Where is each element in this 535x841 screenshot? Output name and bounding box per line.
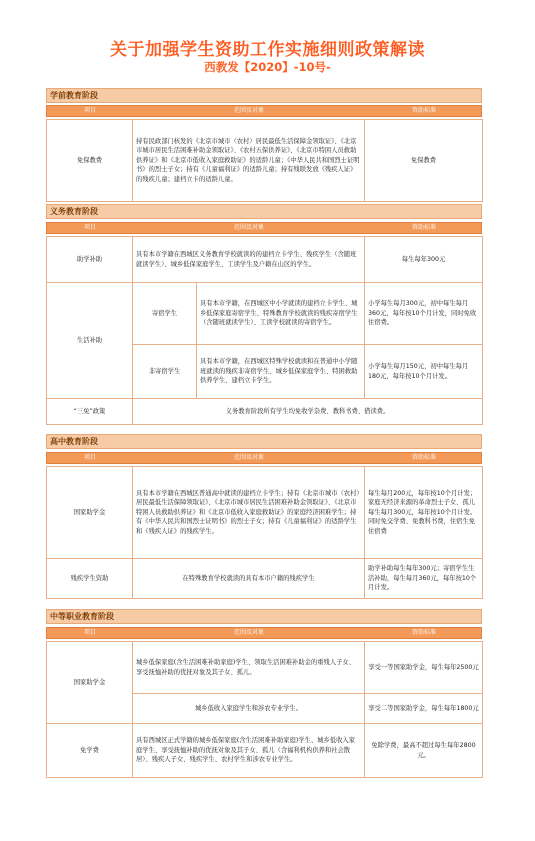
scope-cell: 具有西城区正式学籍的城乡低保家庭(含生活困难补助家庭)学生、城乡低收入家庭学生、享受抚恤补助的优抚对象及其子女、孤儿（含福利机构供养和社会散居）、残疾人子女、残疾学生、农村学生和涉农专业学生。 bbox=[133, 724, 365, 778]
section-high-title: 高中教育阶段 bbox=[46, 434, 482, 449]
high-table bbox=[46, 466, 483, 599]
item-cell: 残疾学生资助 bbox=[47, 559, 133, 599]
col-standard-header: 资助标准 bbox=[411, 224, 436, 231]
col-scope-header: 范围及对象 bbox=[233, 107, 264, 114]
item-cell: 国家助学金 bbox=[47, 467, 133, 559]
standard-cell: 小学每生每月300元，初中每生每月360元，每年按10个月计发，同时免收住宿费。 bbox=[365, 283, 483, 345]
table-row bbox=[47, 724, 483, 778]
item-cell: 助学补助 bbox=[47, 237, 133, 283]
item-cell: 生活补助 bbox=[47, 283, 133, 399]
scope-cell: 持有民政部门核发的《北京市城市（农村）居民最低生活保障金领取证》、《北京市城市居民生活困难补助金领取证》、《农村五保供养证》、《北京市特困人员救助供养证》和《北京市低收入家庭救助证》的适龄儿童；《中华人民共和国烈士证明书》的烈士子女；持有《儿童福利证》的适龄儿童；持有残联发放《残疾人证》的残疾儿童；建档立卡的适龄儿童。 bbox=[133, 120, 365, 202]
table-row bbox=[47, 642, 483, 694]
table-row bbox=[47, 467, 483, 559]
scope-cell: 义务教育阶段所有学生均免收学杂费、教科书费、借读费。 bbox=[133, 399, 483, 425]
table-row bbox=[47, 399, 483, 425]
scope-cell: 具有本市学籍，在西城区中小学就读的建档立卡学生、城乡低保家庭寄宿学生、特殊教育学校就读的残疾寄宿学生（含随班就读学生）、工读学校就读的寄宿学生。 bbox=[197, 283, 365, 345]
col-standard-header: 资助标准 bbox=[411, 107, 436, 114]
scope-cell: 城乡低收入家庭学生和涉农专业学生。 bbox=[133, 694, 365, 724]
table-row bbox=[47, 120, 483, 202]
standard-cell: 免保教费 bbox=[365, 120, 483, 202]
standard-cell: 助学补助每生每年300元；寄宿学生生活补助，每生每月360元，每年按10个月计发。 bbox=[365, 559, 483, 599]
item-cell: 免保教费 bbox=[47, 120, 133, 202]
vocational-table bbox=[46, 641, 483, 778]
col-scope-header: 范围及对象 bbox=[233, 224, 264, 231]
document-number: 西教发【2020】-10号- bbox=[204, 60, 331, 74]
scope-cell: 在特殊教育学校就读的具有本市户籍的残疾学生 bbox=[133, 559, 365, 599]
sub-item-cell: 非寄宿学生 bbox=[133, 345, 197, 399]
section-compulsory-title: 义务教育阶段 bbox=[46, 204, 482, 219]
table-header-vocational bbox=[46, 627, 482, 639]
scope-cell: 城乡低保家庭(含生活困难补助家庭)学生、领取生活困难补助金的重残人子女、享受抚恤补助的优抚对象及其子女、孤儿。 bbox=[133, 642, 365, 694]
table-row bbox=[47, 283, 483, 345]
section-preschool-title: 学前教育阶段 bbox=[46, 88, 482, 103]
col-item-header: 项目 bbox=[83, 454, 96, 461]
col-item-header: 项目 bbox=[83, 224, 96, 231]
standard-cell: 小学每生每月150元，初中每生每月180元，每年按10个月计发。 bbox=[365, 345, 483, 399]
col-item-header: 项目 bbox=[83, 107, 96, 114]
col-standard-header: 资助标准 bbox=[411, 454, 436, 461]
standard-cell: 每生每月200元，每年按10个月计发；家庭无经济来源的革命烈士子女、孤儿每生每月300元，每年按10个月计发。同时免交学费、免教科书费，住宿生免住宿费 bbox=[365, 467, 483, 559]
scope-cell: 具有本市学籍在西城区普通高中就读的建档立卡学生；持有《北京市城市（农村）居民最低生活保障领取证》、《北京市城市居民生活困难补助金领取证》、《北京市特困人员救助供养证》和《北京市低收入家庭救助证》的家庭经济困难学生；持有《中华人民共和国烈士证明书》的烈士子女；持有《儿童福利证》的适龄学生和《残疾人证》的残疾学生。 bbox=[133, 467, 365, 559]
scope-cell: 具有本市学籍在西城区义务教育学校就读的的建档立卡学生、残疾学生（含随班就读学生）、城乡低保家庭学生、工读学生及户籍在山区的学生。 bbox=[133, 237, 365, 283]
standard-cell: 免除学费，最高不超过每生每年2800元。 bbox=[365, 724, 483, 778]
preschool-table bbox=[46, 119, 483, 202]
scope-cell: 具有本市学籍，在西城区特殊学校就读和在普通中小学随班就读的残疾非寄宿学生、城乡低保家庭学生、特困救助供养学生、建档立卡学生。 bbox=[197, 345, 365, 399]
standard-cell: 享受一等国家助学金，每生每年2500元 bbox=[365, 642, 483, 694]
standard-cell: 享受二等国家助学金，每生每年1800元 bbox=[365, 694, 483, 724]
page-title: 关于加强学生资助工作实施细则政策解读 bbox=[110, 40, 425, 60]
item-cell: 免学费 bbox=[47, 724, 133, 778]
table-row bbox=[47, 559, 483, 599]
col-scope-header: 范围及对象 bbox=[233, 629, 264, 636]
item-cell: 国家助学金 bbox=[47, 642, 133, 724]
item-cell: “三免”政策 bbox=[47, 399, 133, 425]
table-row bbox=[47, 237, 483, 283]
section-vocational-title: 中等职业教育阶段 bbox=[46, 609, 482, 624]
compulsory-table bbox=[46, 236, 483, 425]
table-header-compulsory bbox=[46, 222, 482, 234]
standard-cell: 每生每年300元 bbox=[365, 237, 483, 283]
col-item-header: 项目 bbox=[83, 629, 96, 636]
sub-item-cell: 寄宿学生 bbox=[133, 283, 197, 345]
col-scope-header: 范围及对象 bbox=[233, 454, 264, 461]
table-header-high bbox=[46, 452, 482, 464]
col-standard-header: 资助标准 bbox=[411, 629, 436, 636]
table-header-preschool bbox=[46, 105, 482, 117]
